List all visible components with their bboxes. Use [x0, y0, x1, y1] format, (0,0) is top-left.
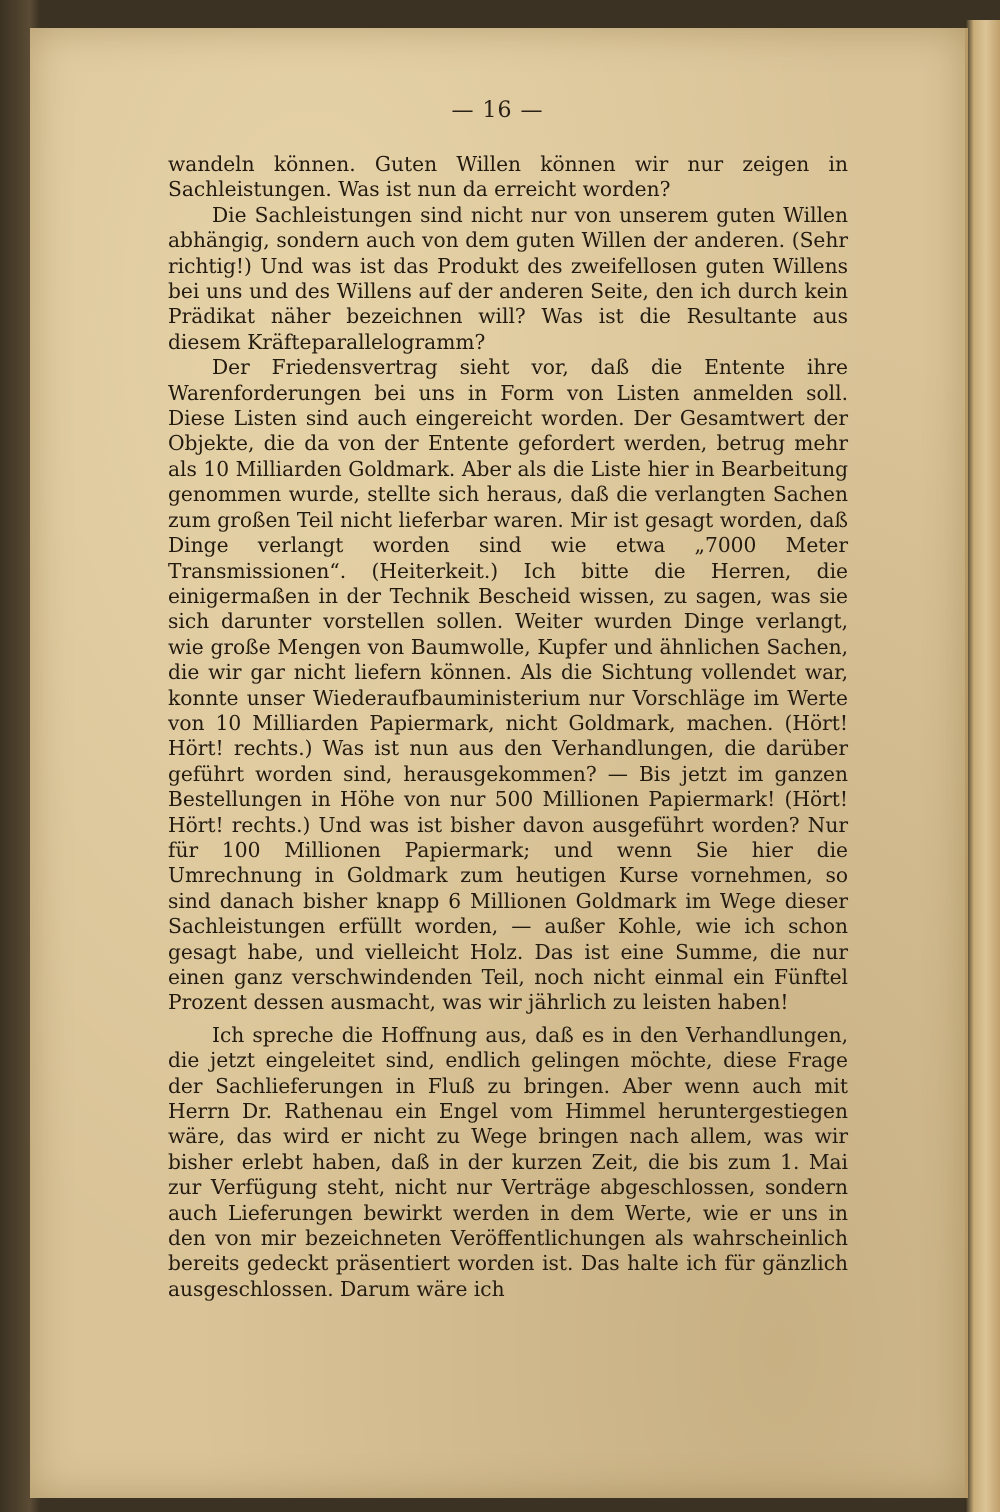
- facing-page-edge: [965, 20, 1000, 1512]
- book-page: [30, 28, 968, 1498]
- paragraph-4: Ich spreche die Hoffnung aus, daß es in den Verhandlungen, die jetzt eingeleitet sind, endlich gelingen möchte, diese Frage der Sachlieferungen in Fluß zu bringen. Aber wenn auch mit Herrn Dr. Rathenau ein Engel vom Himmel heruntergestiegen wäre, das wird er nicht zu Wege bringen nach allem, was wir bisher erlebt haben, daß in der kurzen Zeit, die bis zum 1. Mai zur Verfügung steht, nicht nur Verträge abgeschlossen, sondern auch Lieferungen bewirkt werden in dem Werte, wie er uns in den von mir bezeichneten Veröffentlichungen als wahrscheinlich bereits gedeckt präsentiert worden ist. Das halte ich für gänzlich ausgeschlossen. Darum wäre ich: [168, 1022, 848, 1301]
- paragraph-1: wandeln können. Guten Willen können wir nur zeigen in Sachleistungen. Was ist nun da erreicht worden?: [168, 152, 848, 202]
- paragraph-3: Der Friedensvertrag sieht vor, daß die Entente ihre Warenforderungen bei uns in Form von Listen anmelden soll. Diese Listen sind auch eingereicht worden. Der Gesamtwert der Objekte, die da von der Entente gefordert werden, betrug mehr als 10 Milliarden Goldmark. Aber als die Liste hier in Bearbeitung genommen wurde, stellte sich heraus, daß die verlangten Sachen zum großen Teil nicht lieferbar waren. Mir ist gesagt worden, daß Dinge verlangt worden sind wie etwa „7000 Meter Transmissionen“. (Heiterkeit.) Ich bitte die Herren, die einigermaßen in der Technik Bescheid wissen, zu sagen, was sie sich darunter vorstellen sollen. Weiter wurden Dinge verlangt, wie große Mengen von Baumwolle, Kupfer und ähnlichen Sachen, die wir gar nicht liefern können. Als die Sichtung vollendet war, konnte unser Wiederaufbauministerium nur Vorschläge im Werte von 10 Milliarden Papiermark, nicht Goldmark, machen. (Hört! Hört! rechts.) Was ist nun aus den Verhandlungen, die darüber geführt worden sind, herausgekommen? — Bis jetzt im ganzen Bestellungen in Höhe von nur 500 Millionen Papiermark! (Hört! Hört! rechts.) Und was ist bisher davon ausgeführt worden? Nur für 100 Millionen Papiermark; und wenn Sie hier die Umrechnung in Goldmark zum heutigen Kurse vornehmen, so sind danach bisher knapp 6 Millionen Goldmark im Wege dieser Sachleistungen erfüllt worden, — außer Kohle, wie ich schon gesagt habe, und vielleicht Holz. Das ist eine Summe, die nur einen ganz verschwindenden Teil, noch nicht einmal ein Fünftel Prozent dessen ausmacht, was wir jährlich zu leisten haben!: [168, 355, 848, 1015]
- page-number: — 16 —: [451, 98, 544, 123]
- paragraph-2: Die Sachleistungen sind nicht nur von unserem guten Willen abhängig, sondern auch von dem guten Willen der anderen. (Sehr richtig!) Und was ist das Produkt des zweifellosen guten Willens bei uns und des Willens auf der anderen Seite, den ich durch kein Prädikat näher bezeichnen will? Was ist die Resultante aus diesem Kräfteparallelogramm?: [168, 202, 848, 354]
- body-text: [168, 152, 848, 1302]
